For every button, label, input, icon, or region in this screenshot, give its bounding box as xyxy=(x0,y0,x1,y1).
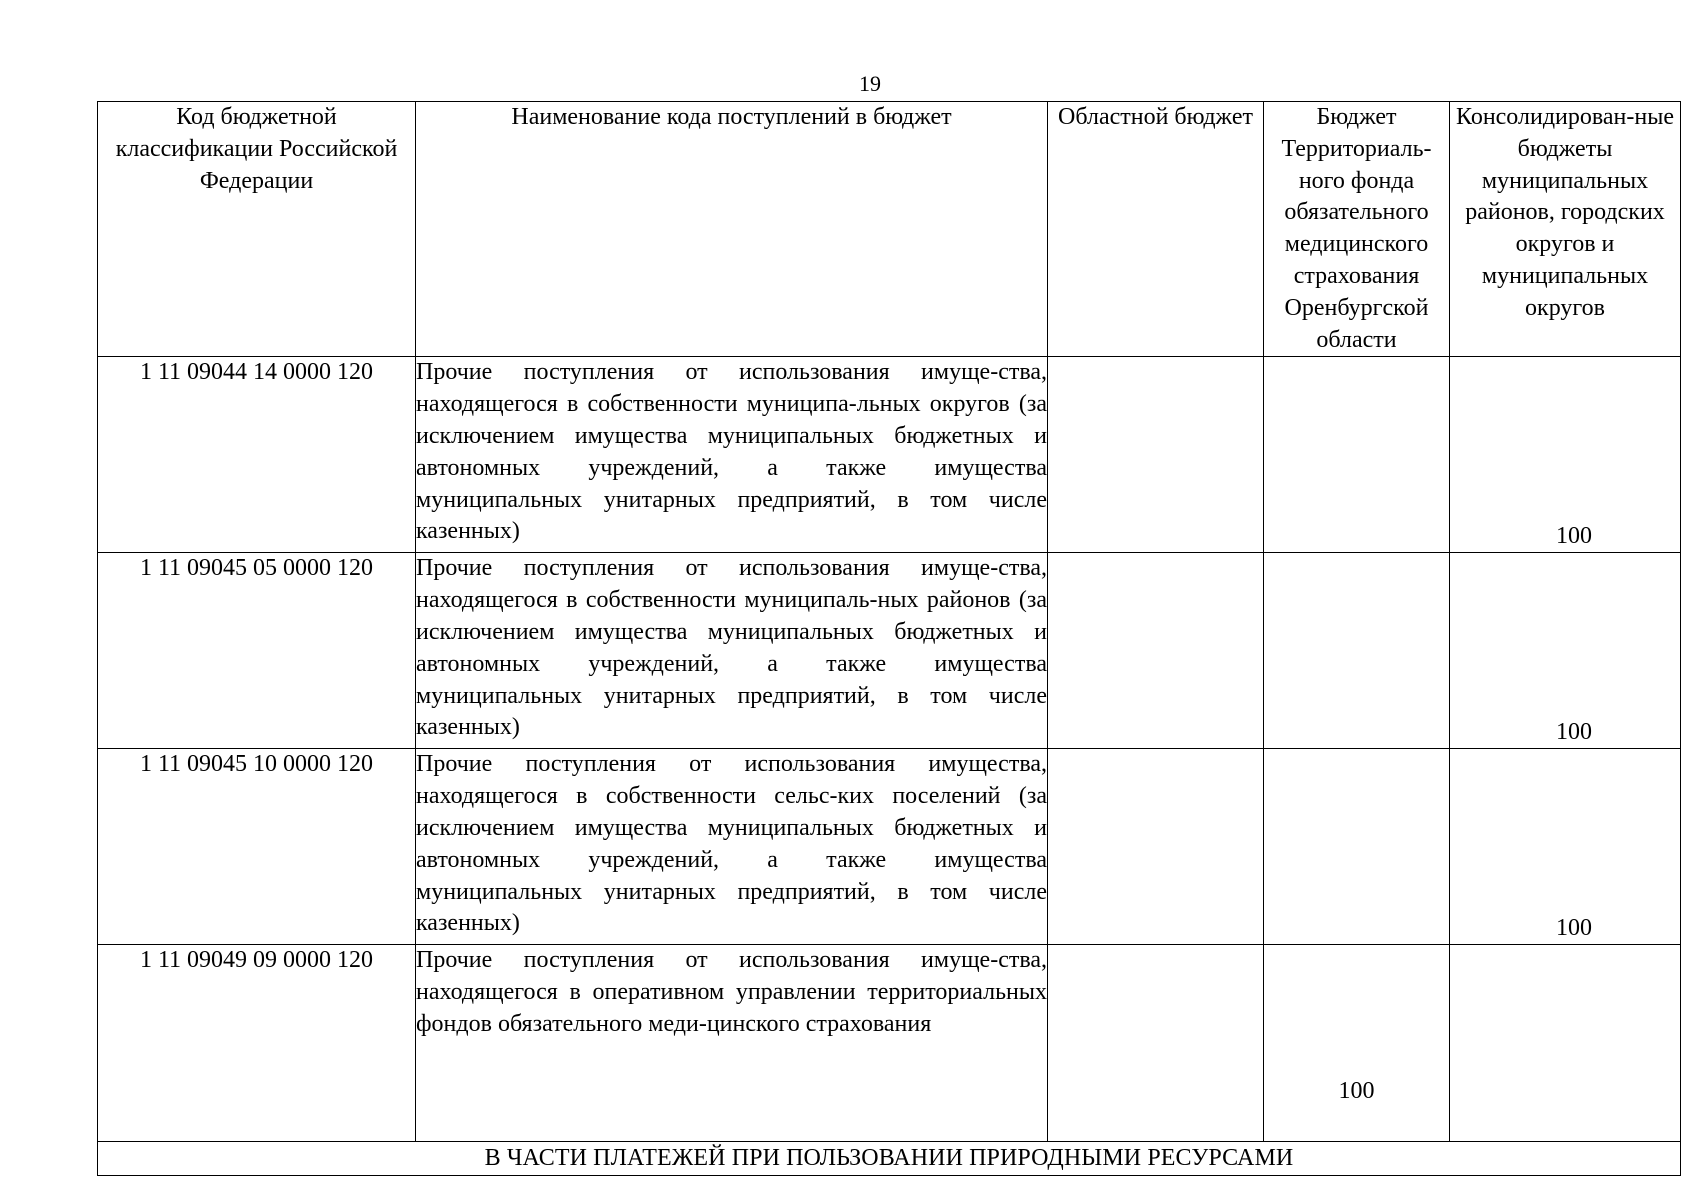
consolidated-budget-cell xyxy=(1450,945,1681,1142)
budget-code-cell: 1 11 09045 10 0000 120 xyxy=(98,749,416,945)
regional-budget-cell xyxy=(1048,357,1264,553)
tfoms-budget-cell xyxy=(1264,749,1450,945)
tfoms-budget-cell xyxy=(1264,553,1450,749)
table-row xyxy=(98,945,1681,1142)
tfoms-budget-cell xyxy=(1264,945,1450,1142)
header-consolidated-budgets: Консолидирован-ные бюджеты муниципальных районов, городских округов и муниципальных округов xyxy=(1450,102,1681,357)
section-heading-row xyxy=(98,1142,1681,1176)
section-heading: В ЧАСТИ ПЛАТЕЖЕЙ ПРИ ПОЛЬЗОВАНИИ ПРИРОДНЫМИ РЕСУРСАМИ xyxy=(98,1142,1681,1176)
header-tfoms-budget: Бюджет Территориаль-ного фонда обязательного медицинского страхования Оренбургской области xyxy=(1264,102,1450,357)
header-revenue-name: Наименование кода поступлений в бюджет xyxy=(416,102,1048,357)
budget-code-cell: 1 11 09045 05 0000 120 xyxy=(98,553,416,749)
consolidated-budget-value: 100 xyxy=(1556,522,1592,549)
consolidated-budget-cell xyxy=(1450,749,1681,945)
revenue-name-cell: Прочие поступления от использования имущества, находящегося в собственности сельс-ких поселений (за исключением имущества муниципальных бюджетных и автономных учреждений, а также имущества муниципальных унитарных предприятий, в том числе казенных) xyxy=(416,749,1048,945)
page-number: 19 xyxy=(859,71,881,96)
revenue-name-cell: Прочие поступления от использования имуще-ства, находящегося в собственности муниципа-льных округов (за исключением имущества муниципальных бюджетных и автономных учреждений, а также имущества муниципальных унитарных предприятий, в том числе казенных) xyxy=(416,357,1048,553)
revenue-name-cell: Прочие поступления от использования имуще-ства, находящегося в оперативном управлении территориальных фондов обязательного меди-цинского страхования xyxy=(416,945,1048,1142)
budget-code-cell: 1 11 09049 09 0000 120 xyxy=(98,945,416,1142)
tfoms-budget-cell xyxy=(1264,357,1450,553)
budget-revenue-table xyxy=(97,101,1681,1176)
table-row xyxy=(98,553,1681,749)
consolidated-budget-value: 100 xyxy=(1556,718,1592,745)
regional-budget-cell xyxy=(1048,749,1264,945)
tfoms-budget-value: 100 xyxy=(1338,1077,1375,1104)
consolidated-budget-value: 100 xyxy=(1556,914,1592,941)
consolidated-budget-cell xyxy=(1450,553,1681,749)
header-regional-budget: Областной бюджет xyxy=(1048,102,1264,357)
table-header-row xyxy=(98,102,1681,357)
table-row xyxy=(98,357,1681,553)
consolidated-budget-cell xyxy=(1450,357,1681,553)
budget-code-cell: 1 11 09044 14 0000 120 xyxy=(98,357,416,553)
regional-budget-cell xyxy=(1048,945,1264,1142)
table-row xyxy=(98,749,1681,945)
header-budget-code: Код бюджетной классификации Российской Федерации xyxy=(98,102,416,357)
revenue-name-cell: Прочие поступления от использования имуще-ства, находящегося в собственности муниципаль-ных районов (за исключением имущества муниципальных бюджетных и автономных учреждений, а также имущества муниципальных унитарных предприятий, в том числе казенных) xyxy=(416,553,1048,749)
regional-budget-cell xyxy=(1048,553,1264,749)
